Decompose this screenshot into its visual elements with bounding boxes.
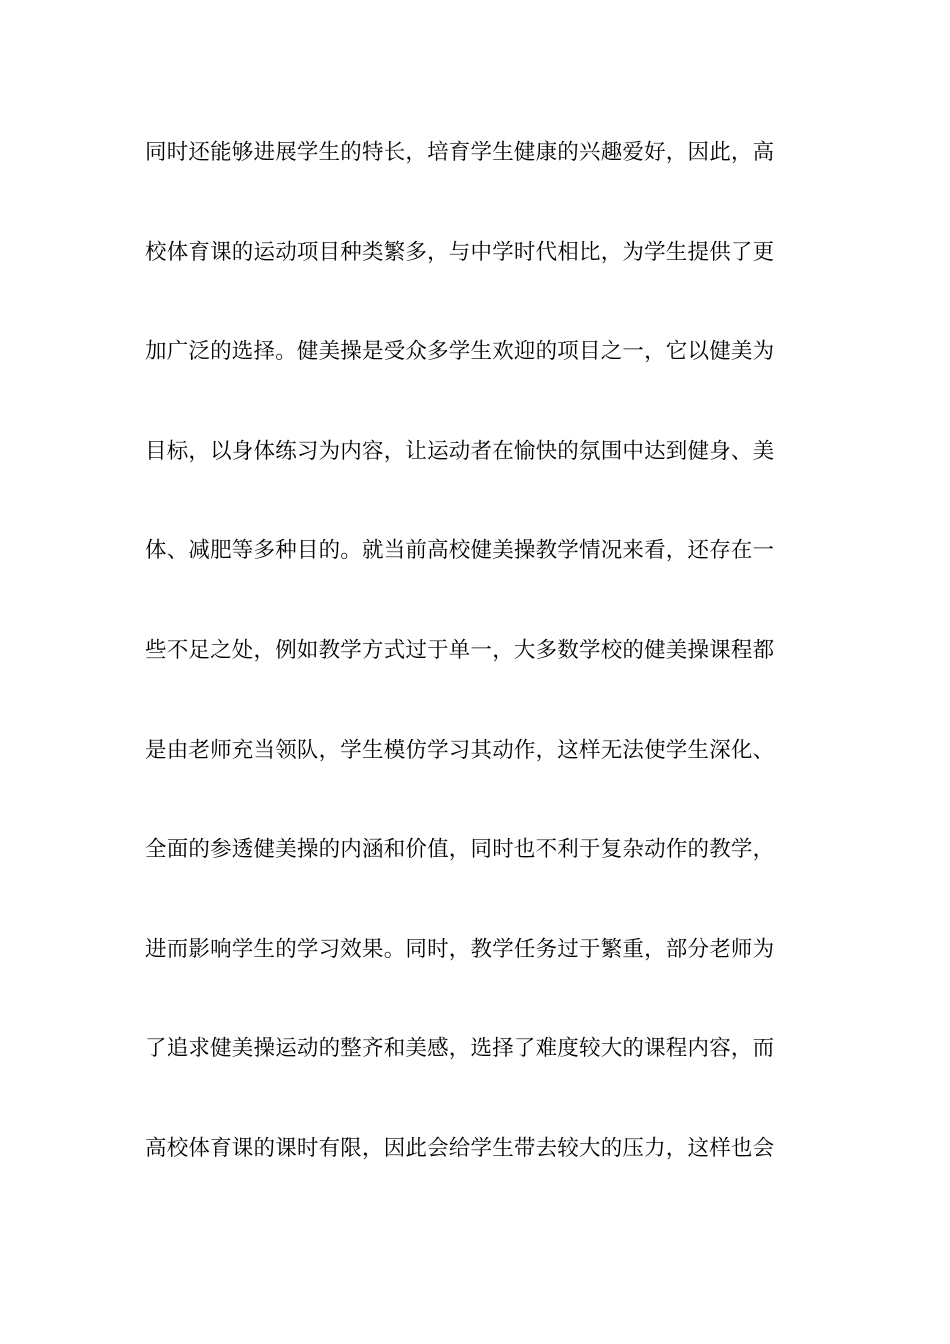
text-line: 目标，以身体练习为内容，让运动者在愉快的氛围中达到健身、美 <box>145 438 775 464</box>
text-line: 校体育课的运动项目种类繁多，与中学时代相比，为学生提供了更 <box>145 239 775 265</box>
text-line: 加广泛的选择。健美操是受众多学生欢迎的项目之一，它以健美为 <box>145 339 775 365</box>
text-line: 同时还能够进展学生的特长，培育学生健康的兴趣爱好，因此，高 <box>145 140 775 165</box>
text-line: 是由老师充当领队，学生模仿学习其动作，这样无法使学生深化、 <box>145 737 775 763</box>
text-line: 进而影响学生的学习效果。同时，教学任务过于繁重，部分老师为 <box>145 936 775 962</box>
text-line: 了追求健美操运动的整齐和美感，选择了难度较大的课程内容，而 <box>145 1036 775 1062</box>
text-line: 些不足之处，例如教学方式过于单一，大多数学校的健美操课程都 <box>145 637 775 663</box>
text-line: 全面的参透健美操的内涵和价值，同时也不利于复杂动作的教学， <box>145 837 775 863</box>
text-line: 体、减肥等多种目的。就当前高校健美操教学情况来看，还存在一 <box>145 538 775 564</box>
text-line: 高校体育课的课时有限，因此会给学生带去较大的压力，这样也会 <box>145 1135 775 1161</box>
body-text <box>145 128 810 1224</box>
